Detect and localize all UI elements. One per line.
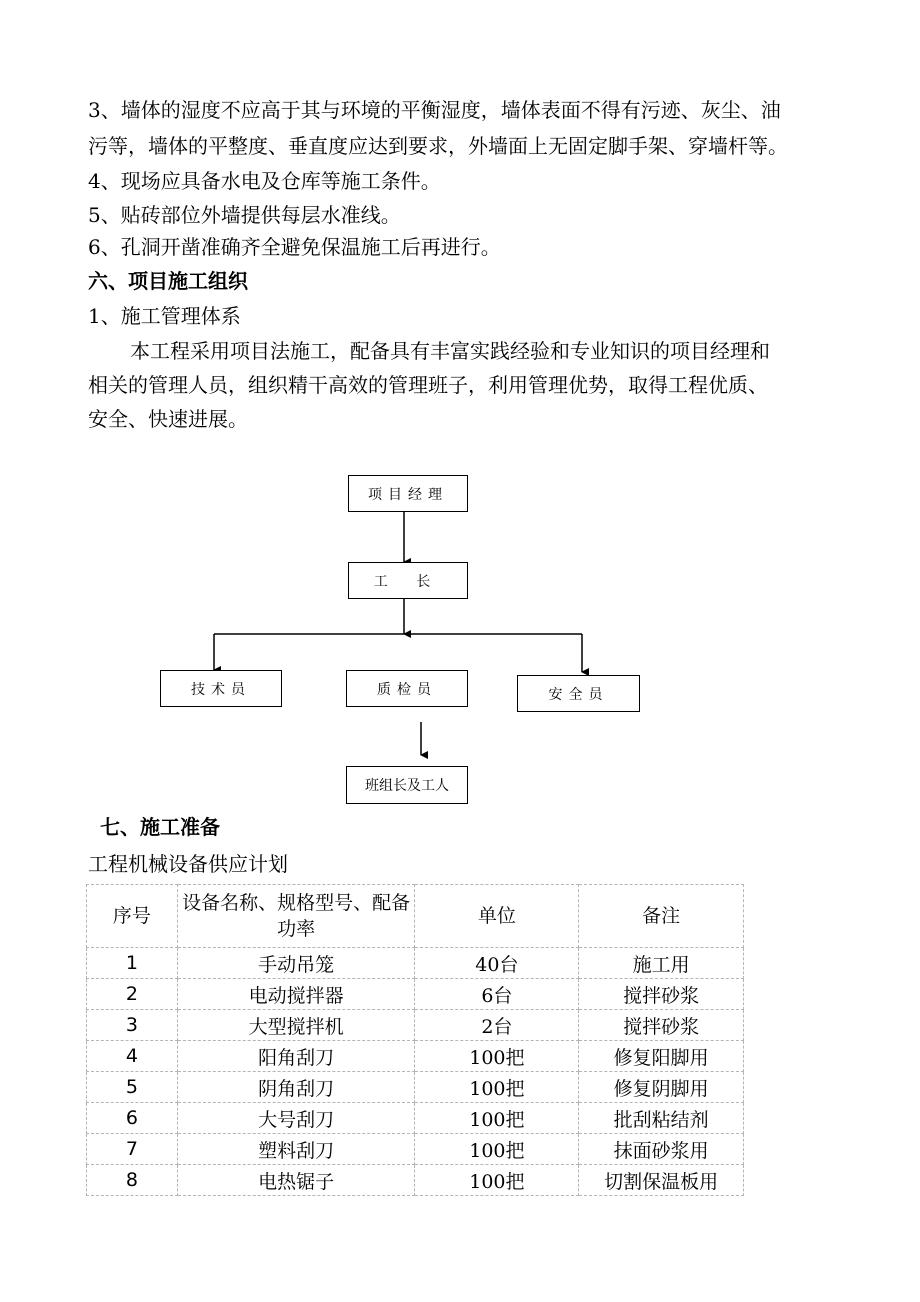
table-row xyxy=(87,1072,744,1103)
equipment-table xyxy=(86,884,744,1196)
section-6-body-line-2: 相关的管理人员，组织精干高效的管理班子，利用管理优势，取得工程优质、 xyxy=(88,373,768,397)
org-box-foreman xyxy=(348,562,468,599)
cell-remark: 搅拌砂浆 xyxy=(579,979,744,1010)
cell-remark: 施工用 xyxy=(579,948,744,979)
org-workers-label: 班组长及工人 xyxy=(365,778,449,794)
cell-name: 阴角刮刀 xyxy=(177,1072,415,1103)
cell-unit: 100把 xyxy=(415,1165,579,1196)
table-row xyxy=(87,1165,744,1196)
org-safety-label: 安全员 xyxy=(548,686,609,703)
cell-unit: 100把 xyxy=(415,1041,579,1072)
cell-seq: 4 xyxy=(87,1041,178,1072)
header-unit: 单位 xyxy=(415,885,579,948)
cell-name: 大型搅拌机 xyxy=(177,1010,415,1041)
table-row xyxy=(87,1134,744,1165)
cell-unit: 2台 xyxy=(415,1010,579,1041)
org-box-safety xyxy=(517,675,640,712)
table-caption: 工程机械设备供应计划 xyxy=(88,852,288,876)
cell-remark: 修复阴脚用 xyxy=(579,1072,744,1103)
table-header-row xyxy=(87,885,744,948)
table-row xyxy=(87,948,744,979)
section-6-body-line-1: 本工程采用项目法施工，配备具有丰富实践经验和专业知识的项目经理和 xyxy=(130,339,770,363)
paragraph-5: 5、贴砖部位外墙提供每层水准线。 xyxy=(88,203,401,227)
org-box-manager xyxy=(348,475,468,512)
section-7-title: 七、施工准备 xyxy=(100,815,220,839)
table-row xyxy=(87,979,744,1010)
paragraph-3-line-2: 污等，墙体的平整度、垂直度应达到要求，外墙面上无固定脚手架、穿墙杆等。 xyxy=(88,134,788,158)
cell-name: 电热锯子 xyxy=(177,1165,415,1196)
header-name: 设备名称、规格型号、配备功率 xyxy=(177,885,415,948)
section-6-title: 六、项目施工组织 xyxy=(88,269,248,293)
org-foreman-label: 工 长 xyxy=(373,573,443,590)
cell-name: 大号刮刀 xyxy=(177,1103,415,1134)
cell-name: 电动搅拌器 xyxy=(177,979,415,1010)
paragraph-6: 6、孔洞开凿准确齐全避免保温施工后再进行。 xyxy=(88,235,501,259)
cell-seq: 5 xyxy=(87,1072,178,1103)
cell-seq: 7 xyxy=(87,1134,178,1165)
cell-remark: 搅拌砂浆 xyxy=(579,1010,744,1041)
cell-seq: 1 xyxy=(87,948,178,979)
org-box-tech xyxy=(160,670,282,707)
cell-seq: 8 xyxy=(87,1165,178,1196)
cell-unit: 100把 xyxy=(415,1134,579,1165)
cell-seq: 3 xyxy=(87,1010,178,1041)
cell-seq: 6 xyxy=(87,1103,178,1134)
cell-name: 塑料刮刀 xyxy=(177,1134,415,1165)
table-row xyxy=(87,1041,744,1072)
org-tech-label: 技术员 xyxy=(191,681,251,698)
table-row xyxy=(87,1103,744,1134)
table-row xyxy=(87,1010,744,1041)
cell-remark: 修复阳脚用 xyxy=(579,1041,744,1072)
cell-remark: 批刮粘结剂 xyxy=(579,1103,744,1134)
paragraph-4: 4、现场应具备水电及仓库等施工条件。 xyxy=(88,169,441,193)
paragraph-3-line-1: 3、墙体的湿度不应高于其与环境的平衡湿度，墙体表面不得有污迹、灰尘、油 xyxy=(88,98,781,122)
org-box-quality xyxy=(346,670,468,707)
cell-unit: 100把 xyxy=(415,1103,579,1134)
header-remark: 备注 xyxy=(579,885,744,948)
cell-unit: 40台 xyxy=(415,948,579,979)
section-6-subtitle: 1、施工管理体系 xyxy=(88,304,241,328)
cell-unit: 6台 xyxy=(415,979,579,1010)
section-6-body-line-3: 安全、快速进展。 xyxy=(88,407,248,431)
cell-name: 手动吊笼 xyxy=(177,948,415,979)
org-manager-label: 项目经理 xyxy=(368,486,448,503)
cell-remark: 切割保温板用 xyxy=(579,1165,744,1196)
cell-remark: 抹面砂浆用 xyxy=(579,1134,744,1165)
cell-name: 阳角刮刀 xyxy=(177,1041,415,1072)
cell-seq: 2 xyxy=(87,979,178,1010)
header-seq: 序号 xyxy=(87,885,178,948)
org-quality-label: 质检员 xyxy=(377,681,437,698)
org-box-workers xyxy=(346,766,468,804)
cell-unit: 100把 xyxy=(415,1072,579,1103)
